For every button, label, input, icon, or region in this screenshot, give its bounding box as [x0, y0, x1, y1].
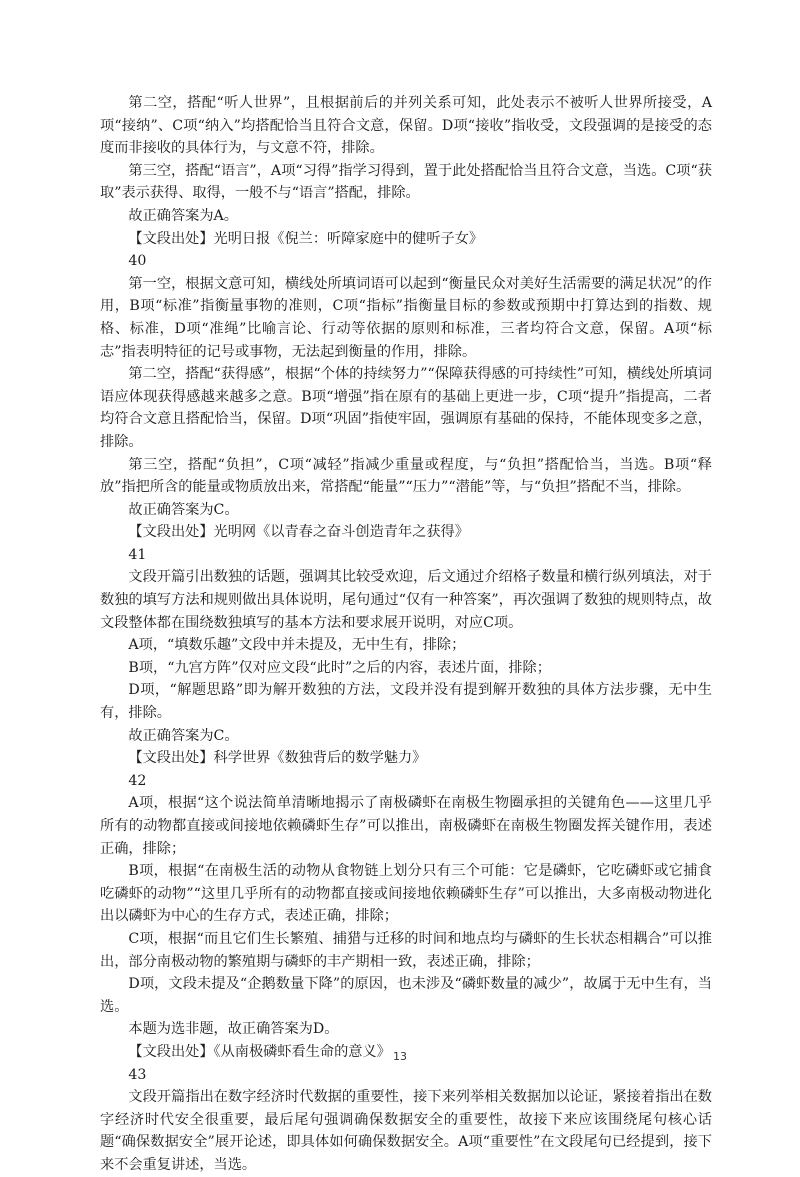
answer-line: 故正确答案为C。	[128, 501, 239, 518]
option-analysis: A项，“填数乐趣”文段中并未提及，无中生有，排除；	[128, 637, 466, 654]
source-line: 【文段出处】科学世界《数独背后的数学魅力》	[128, 750, 427, 767]
option-analysis: C项，根据“而且它们生长繁殖、捕猎与迁移的时间和地点均与磷虾的生长状态相耦合”可以推出，部分南极动物的繁殖期与磷虾的丰产期相一致，表述正确，排除；	[100, 930, 712, 970]
answer-line: 故正确答案为C。	[128, 727, 239, 744]
paragraph: 文段开篇指出在数字经济时代数据的重要性，接下来列举相关数据加以论证，紧接着指出在数字经济时代安全很重要，最后尾句强调确保数据安全的重要性，故接下来应该围绕尾句核心话题“确保数据安全”展开论述，即具体如何确保数据安全。A项“重要性”在文段尾句已经提到，接下来不会重复讲述，当选。	[100, 1089, 712, 1173]
answer-line: 故正确答案为A。	[128, 207, 238, 224]
source-line: 【文段出处】光明网《以青春之奋斗创造青年之获得》	[128, 524, 469, 541]
question-number: 40	[128, 253, 147, 270]
paragraph: 文段开篇引出数独的话题，强调其比较受欢迎，后文通过介绍格子数量和横行纵列填法，对于数独的填写方法和规则做出具体说明，尾句通过“仅有一种答案”，再次强调了数独的规则特点，故文段整体都在围绕数独填写的基本方法和要求展开说明，对应C项。	[100, 569, 712, 631]
option-analysis: D项，文段未提及“企鹅数量下降”的原因，也未涉及“磷虾数量的减少”，故属于无中生有，当选。	[100, 976, 712, 1015]
answer-line: 本题为选非题，故正确答案为D。	[128, 1021, 339, 1038]
option-analysis: B项，“九宫方阵”仅对应文段“此时”之后的内容，表述片面，排除；	[128, 659, 551, 676]
question-number: 41	[128, 546, 147, 563]
source-line: 【文段出处】《从南极磷虾看生命的意义》	[128, 1043, 391, 1060]
option-analysis: A项，根据“这个说法简单清晰地揭示了南极磷虾在南极生物圈承担的关键角色——这里几乎所有的动物都直接或间接地依赖磷虾生存”可以推出，南极磷虾在南极生物圈发挥关键作用，表述正确，排除；	[100, 795, 712, 857]
page-number: 13	[393, 1050, 407, 1063]
paragraph: 第三空，搭配“负担”，C项“减轻”指减少重量或程度，与“负担”搭配恰当，当选。B项“释放”指把所含的能量或物质放出来，常搭配“能量”“压力”“潜能”等，与“负担”搭配不当，排除。	[100, 456, 712, 496]
paragraph: 第二空，搭配“听人世界”，且根据前后的并列关系可知，此处表示不被听人世界所接受，A项“接纳”、C项“纳入”均搭配恰当且符合文意，保留。D项“接收”指收受，文段强调的是接受的态度而非接收的具体行为，与文意不符，排除。	[100, 95, 712, 157]
paragraph: 第一空，根据文意可知，横线处所填词语可以起到“衡量民众对美好生活需要的满足状况”的作用，B项“标准”指衡量事物的准则，C项“指标”指衡量目标的参数或预期中打算达到的指数、规格、标准，D项“准绳”比喻言论、行动等依据的原则和标准，三者均符合文意，保留。A项“标志”指表明特征的记号或事物，无法起到衡量的作用，排除。	[100, 275, 712, 360]
option-analysis: B项，根据“在南极生活的动物从食物链上划分只有三个可能：它是磷虾，它吃磷虾或它捕食吃磷虾的动物”“这里几乎所有的动物都直接或间接地依赖磷虾生存”可以推出，大多南极动物进化出以磷虾为中心的生存方式，表述正确，排除；	[100, 863, 712, 925]
paragraph: 第二空，搭配“获得感”，根据“个体的持续努力”“保障获得感的可持续性”可知，横线处所填词语应体现获得感越来越多之意。B项“增强”指在原有的基础上更进一步，C项“提升”指提高，二者均符合文意且搭配恰当，保留。D项“巩固”指使牢固，强调原有基础的保持，不能体现变多之意，排除。	[100, 366, 712, 450]
question-number: 43	[128, 1066, 147, 1083]
page-content	[100, 92, 712, 1177]
source-line: 【文段出处】光明日报《倪兰：听障家庭中的健听子女》	[128, 230, 484, 247]
question-number: 42	[128, 772, 147, 789]
option-analysis: D项，“解题思路”即为解开数独的方法，文段并没有提到解开数独的具体方法步骤，无中生有，排除。	[100, 682, 712, 722]
paragraph: 第三空，搭配“语言”，A项“习得”指学习得到，置于此处搭配恰当且符合文意，当选。C项“获取”表示获得、取得，一般不与“语言”搭配，排除。	[100, 162, 712, 202]
